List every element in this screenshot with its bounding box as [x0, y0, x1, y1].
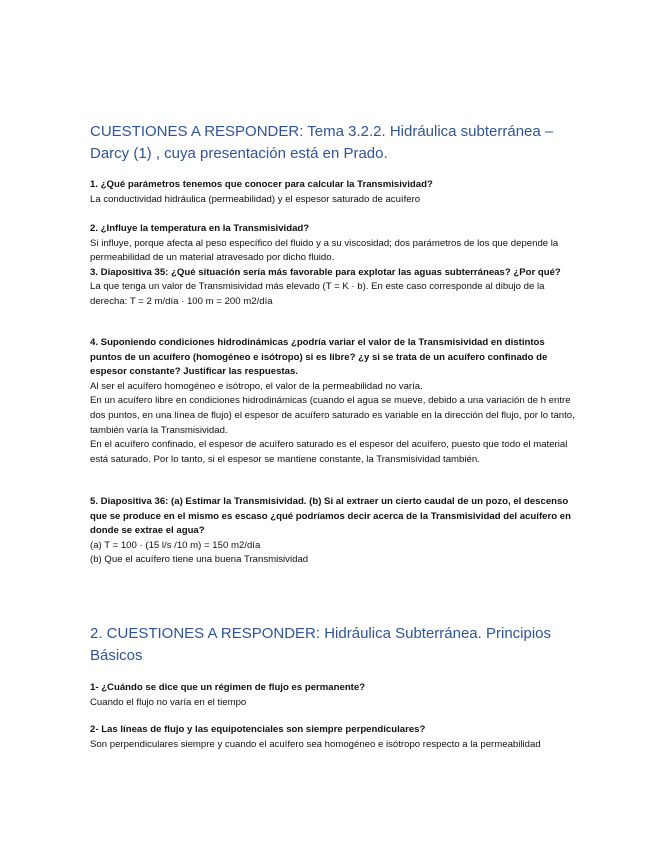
question-2: 2. ¿Influye la temperatura en la Transmisividad?: [90, 223, 310, 234]
question-2-3-block: [90, 222, 575, 310]
question-5: 5. Diapositiva 36: (a) Estimar la Transmisividad. (b) Si al extraer un cierto caudal de un pozo, el descenso que se produce en el mismo es escaso ¿qué podríamos decir acerca de la Transmisividad del acuífero en donde se extrae el agua?: [90, 496, 571, 537]
answer-2: Si influye, porque afecta al peso específico del fluido y a su viscosidad; dos parámetros de los que depende la permeabilidad de un material atravesado por dicho fluido.: [90, 237, 559, 264]
question-1: 1. ¿Qué parámetros tenemos que conocer para calcular la Transmisividad?: [90, 179, 433, 190]
question-4: 4. Suponiendo condiciones hidrodinámicas ¿podría variar el valor de la Transmisividad en distintos puntos de un acuífero (homogéneo e isótropo) si es libre? ¿y si se trata de un acuífero confinado de espesor constante? Justificar las respuestas.: [90, 337, 548, 378]
section-2-answer-1: Cuando el flujo no varía en el tiempo: [90, 696, 247, 708]
question-3: 3. Diapositiva 35: ¿Qué situación sería más favorable para explotar las aguas subterráneas? ¿Por qué?: [90, 266, 561, 278]
section-2-question-1: 1- ¿Cuándo se dice que un régimen de flujo es permanente?: [90, 682, 366, 693]
section-2-question-1-block: [90, 681, 575, 710]
answer-4-part-3: En el acuífero confinado, el espesor de acuífero saturado es el espesor del acuífero, puesto que todo el material está saturado. Por lo tanto, si el espesor se mantiene constante, la Transmisividad también.: [90, 439, 568, 465]
section-2-question-2-block: [90, 723, 575, 752]
answer-3: La que tenga un valor de Transmisividad más elevado (T = K · b). En este caso corresponde al dibujo de la derecha: T = 2 m/día · 100 m = 200 m2/día: [90, 281, 545, 307]
question-4-block: [90, 336, 575, 467]
section-2-question-2: 2- Las líneas de flujo y las equipotenciales son siempre perpendiculares?: [90, 724, 426, 735]
answer-4-part-2: En un acuífero libre en condiciones hidrodinámicas (cuando el agua se mueve, debido a una variación de h entre dos puntos, en una línea de flujo) el espesor de acuífero saturado es variable en la dirección del flujo, por lo tanto, también varía la Transmisividad.: [90, 395, 575, 436]
section-2-answer-2: Son perpendiculares siempre y cuando el acuífero sea homogéneo e isótropo respecto a la permeabilidad: [90, 738, 541, 750]
answer-5a: (a) T = 100 · (15 l/s /10 m) = 150 m2/día: [90, 539, 261, 551]
section-2-heading: 2. CUESTIONES A RESPONDER: Hidráulica Subterránea. Principios Básicos: [90, 625, 552, 664]
answer-4-part-1: Al ser el acuífero homogéneo e isótropo, el valor de la permeabilidad no varía.: [90, 380, 423, 392]
answer-5b: (b) Que el acuífero tiene una buena Transmisividad: [90, 554, 309, 566]
question-5-block: [90, 495, 575, 568]
answer-1: La conductividad hidráulica (permeabilidad) y el espesor saturado de acuífero: [90, 193, 421, 205]
question-1-block: [90, 178, 575, 207]
section-1-heading: CUESTIONES A RESPONDER: Tema 3.2.2. Hidráulica subterránea – Darcy (1) , cuya presentación está en Prado.: [90, 123, 554, 162]
